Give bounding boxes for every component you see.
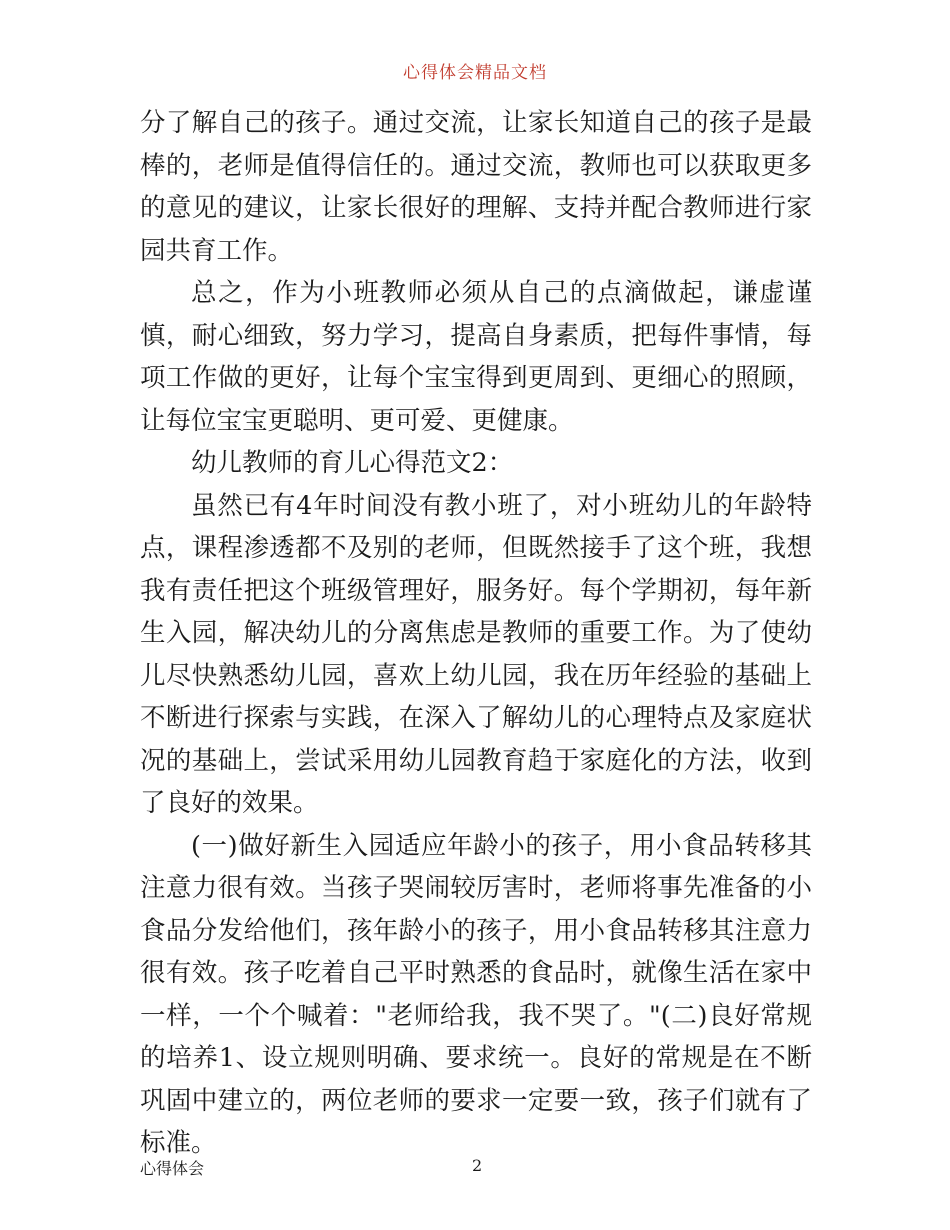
page-header-title: 心得体会精品文档 [403,63,547,83]
document-body [140,102,812,1165]
section-heading: 幼儿教师的育儿心得范文2： [191,448,514,478]
paragraph: 分了解自己的孩子。通过交流，让家长知道自己的孩子是最棒的，老师是值得信任的。通过交流，教师也可以获取更多的意见的建议，让家长很好的理解、支持并配合教师进行家园共育工作。 [140,108,812,266]
page-footer [140,1156,812,1180]
paragraph: (一)做好新生入园适应年龄小的孩子，用小食品转移其注意力很有效。当孩子哭闹较厉害时，老师将事先准备的小食品分发给他们，孩年龄小的孩子，用小食品转移其注意力很有效。孩子吃着自己平时熟悉的食品时，就像生活在家中一样，一个个喊着："老师给我，我不哭了。"(二)良好常规的培养1、设立规则明确、要求统一。良好的常规是在不断巩固中建立的，两位老师的要求一定要一致，孩子们就有了标准。 [140,830,812,1158]
paragraph: 总之，作为小班教师必须从自己的点滴做起，谦虚谨慎，耐心细致，努力学习，提高自身素质，把每件事情，每项工作做的更好，让每个宝宝得到更周到、更细心的照顾，让每位宝宝更聪明、更可爱、更健康。 [140,278,812,436]
page-number: 2 [472,1156,483,1175]
footer-label: 心得体会 [140,1159,205,1178]
paragraph: 虽然已有4年时间没有教小班了，对小班幼儿的年龄特点，课程渗透都不及别的老师，但既然接手了这个班，我想我有责任把这个班级管理好，服务好。每个学期初，每年新生入园，解决幼儿的分离焦虑是教师的重要工作。为了使幼儿尽快熟悉幼儿园，喜欢上幼儿园，我在历年经验的基础上不断进行探索与实践，在深入了解幼儿的心理特点及家庭状况的基础上，尝试采用幼儿园教育趋于家庭化的方法，收到了良好的效果。 [140,490,812,818]
